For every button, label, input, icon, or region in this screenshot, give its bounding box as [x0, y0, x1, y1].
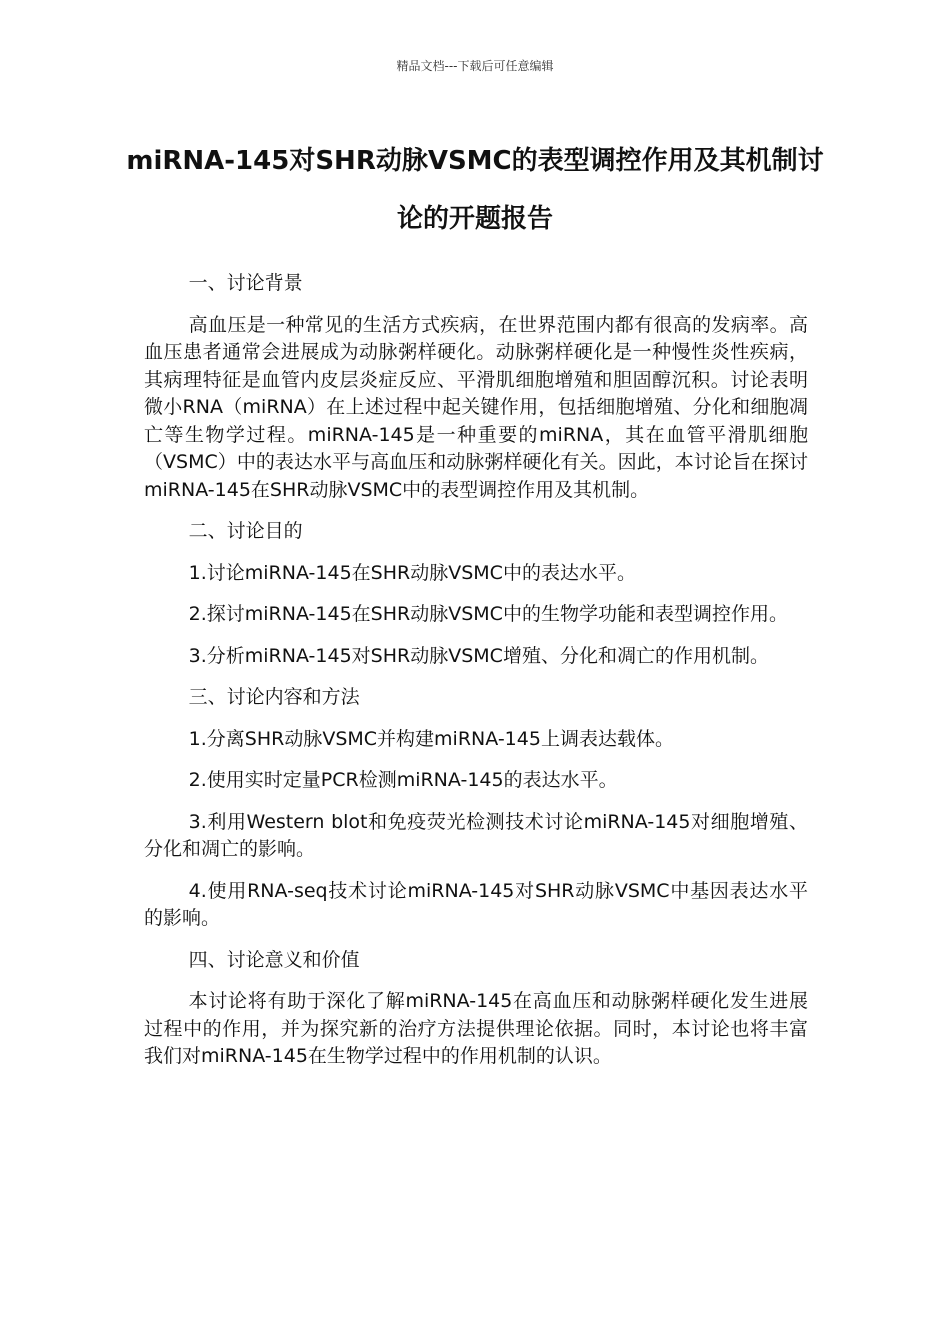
method-item-1: 1.分离SHR动脉VSMC并构建miRNA-145上调表达载体。 [188, 727, 674, 750]
document-body [144, 270, 808, 1085]
objective-item-3: 3.分析miRNA-145对SHR动脉VSMC增殖、分化和凋亡的作用机制。 [188, 644, 769, 667]
method-item-2: 2.使用实时定量PCR检测miRNA-145的表达水平。 [188, 769, 618, 791]
section-heading-significance: 四、讨论意义和价值 [188, 948, 360, 971]
header-note: 精品文档---下载后可任意编辑 [396, 59, 554, 73]
section-heading-objectives: 二、讨论目的 [188, 520, 303, 542]
document-title: miRNA-145对SHR动脉VSMC的表型调控作用及其机制讨论的开题报告 [126, 146, 824, 234]
method-item-4: 4.使用RNA-seq技术讨论miRNA-145对SHR动脉VSMC中基因表达水平的影响。 [144, 879, 808, 929]
method-item-3: 3.利用Western blot和免疫荧光检测技术讨论miRNA-145对细胞增殖、分化和凋亡的影响。 [144, 810, 808, 860]
section-heading-methods: 三、讨论内容和方法 [188, 686, 360, 708]
paragraph-background: 高血压是一种常见的生活方式疾病，在世界范围内都有很高的发病率。高血压患者通常会进展成为动脉粥样硬化。动脉粥样硬化是一种慢性炎性疾病，其病理特征是血管内皮层炎症反应、平滑肌细胞增殖和胆固醇沉积。讨论表明微小RNA（miRNA）在上述过程中起关键作用，包括细胞增殖、分化和细胞凋亡等生物学过程。miRNA-145是一种重要的miRNA，其在血管平滑肌细胞（VSMC）中的表达水平与高血压和动脉粥样硬化有关。因此，本讨论旨在探讨miRNA-145在SHR动脉VSMC中的表型调控作用及其机制。 [144, 313, 808, 501]
objective-item-1: 1.讨论miRNA-145在SHR动脉VSMC中的表达水平。 [188, 561, 636, 584]
paragraph-significance: 本讨论将有助于深化了解miRNA-145在高血压和动脉粥样硬化发生进展过程中的作用，并为探究新的治疗方法提供理论依据。同时，本讨论也将丰富我们对miRNA-145在生物学过程中的作用机制的认识。 [144, 990, 808, 1067]
objective-item-2: 2.探讨miRNA-145在SHR动脉VSMC中的生物学功能和表型调控作用。 [188, 603, 788, 625]
section-heading-background: 一、讨论背景 [188, 272, 303, 294]
